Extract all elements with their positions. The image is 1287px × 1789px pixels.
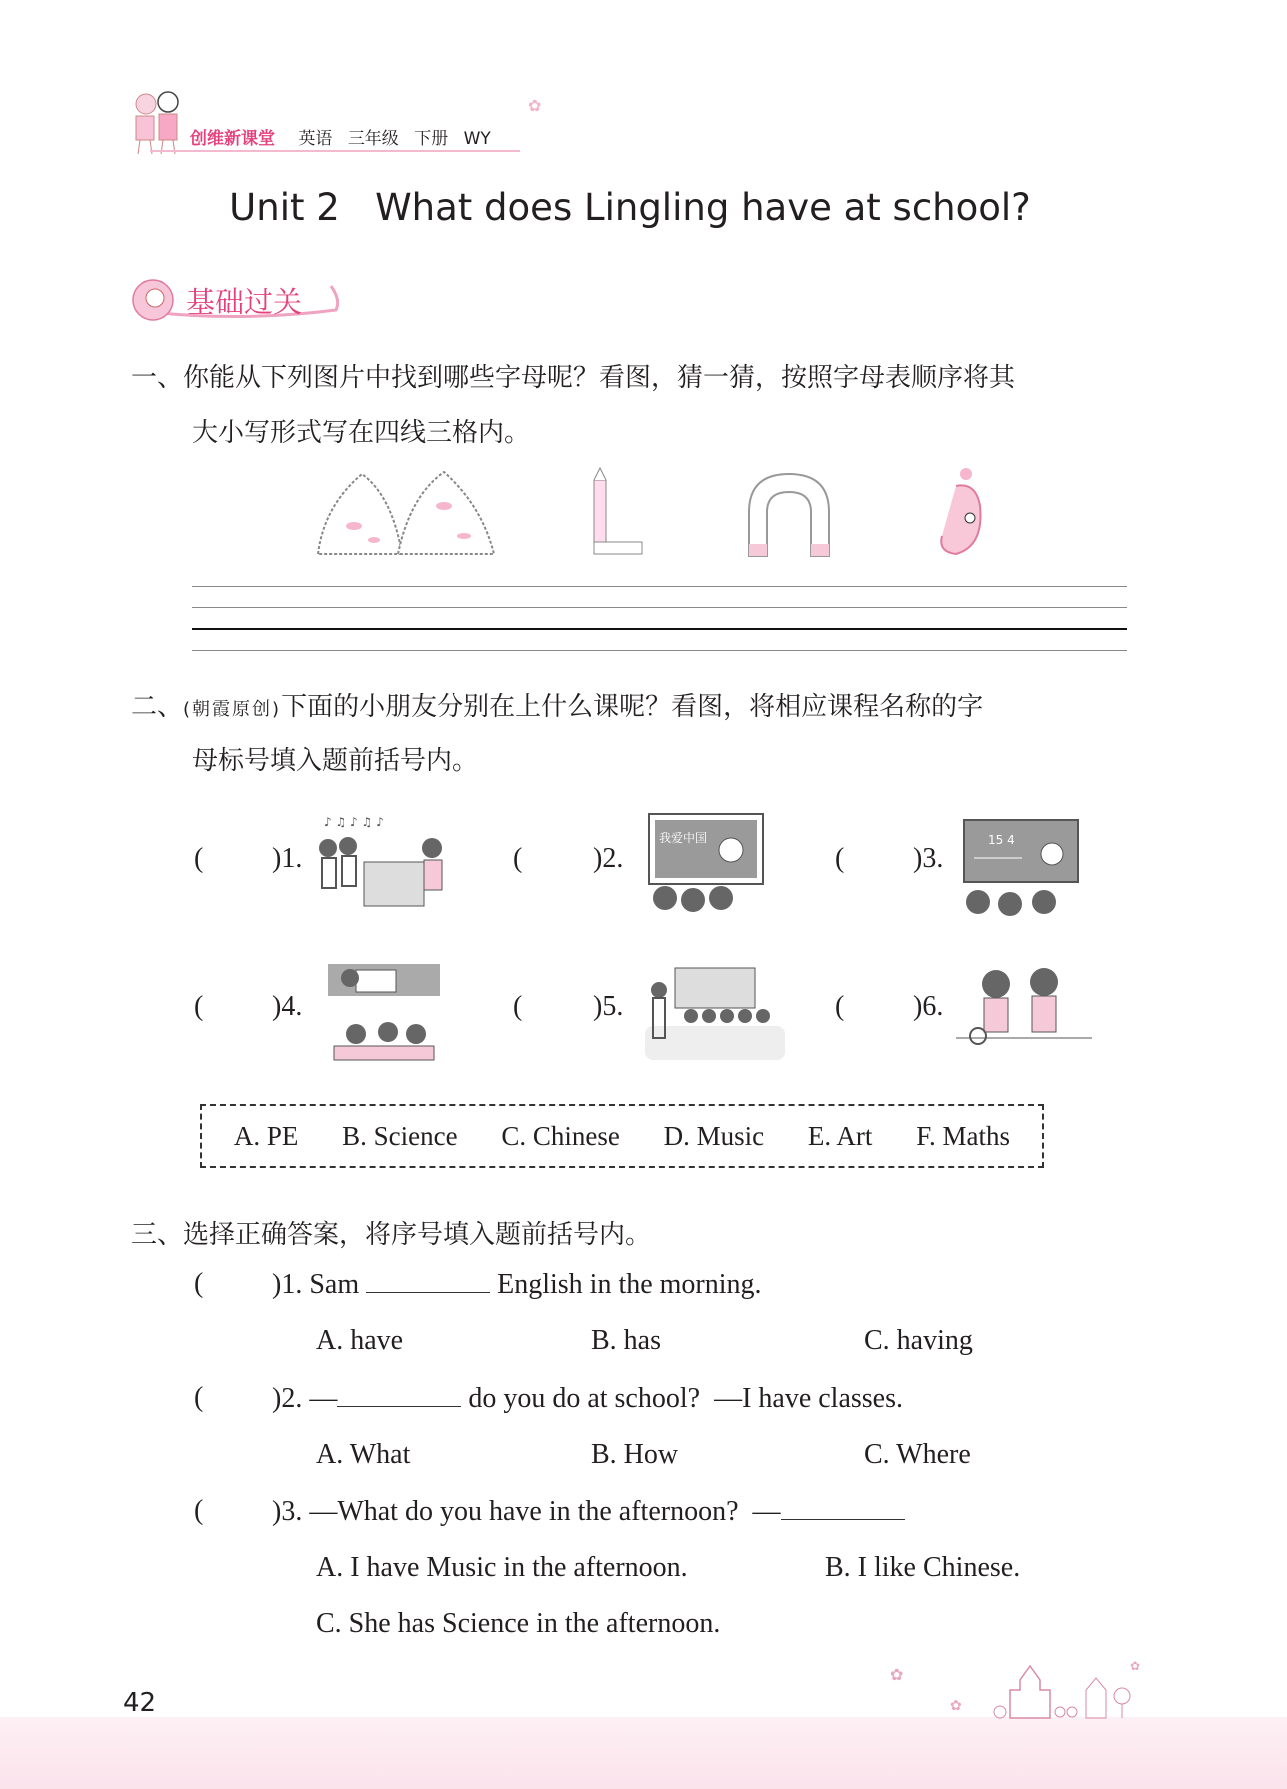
question-text: )2. — bbox=[272, 1383, 338, 1414]
question-text: )1. Sam bbox=[272, 1269, 367, 1300]
seal-picture-letter-j bbox=[936, 466, 1006, 560]
option: A. What bbox=[316, 1439, 411, 1470]
edition: WY bbox=[463, 129, 491, 149]
course-option: C. Chinese bbox=[501, 1120, 620, 1151]
answer-blank[interactable] bbox=[781, 1495, 905, 1520]
course-option: E. Art bbox=[807, 1120, 873, 1151]
item-number: )5. bbox=[593, 991, 624, 1022]
answer-paren[interactable]: ( bbox=[194, 991, 204, 1022]
question-1 bbox=[272, 1268, 762, 1301]
section2-instruction-line1: 下面的小朋友分别在上什么课呢？看图，将相应课程名称的字 bbox=[281, 692, 984, 722]
pencil-ruler-picture-letter-l bbox=[588, 466, 648, 560]
option: A. I have Music in the afternoon. bbox=[316, 1552, 688, 1583]
answer-blank[interactable] bbox=[366, 1268, 490, 1293]
section-banner-title: 基础过关 bbox=[186, 285, 303, 319]
section2-instruction-line2: 母标号填入题前括号内。 bbox=[192, 746, 479, 776]
writing-line-3 bbox=[192, 628, 1127, 630]
blackboard-text: 15 4 bbox=[988, 833, 1015, 847]
item-number: )3. bbox=[913, 843, 944, 874]
item-number: )2. bbox=[593, 843, 624, 874]
answer-paren[interactable]: ( bbox=[835, 843, 845, 874]
section3-heading: 三、选择正确答案，将序号填入题前括号内。 bbox=[131, 1220, 652, 1250]
svg-text:✿: ✿ bbox=[1130, 1659, 1141, 1673]
running-header bbox=[190, 124, 491, 149]
question-text: do you do at school? —I have classes. bbox=[461, 1383, 903, 1414]
question-2 bbox=[272, 1382, 903, 1415]
writing-line-4 bbox=[192, 650, 1127, 651]
section1-instruction-line1: 一、你能从下列图片中找到哪些字母呢？看图，猜一猜，按照字母表顺序将其 bbox=[131, 363, 1016, 393]
footer-band bbox=[0, 1717, 1287, 1789]
answer-paren[interactable]: ( bbox=[194, 1495, 204, 1526]
svg-text:✿: ✿ bbox=[950, 1698, 962, 1714]
grade: 三年级 bbox=[347, 129, 399, 149]
section2-source-note: (朝霞原创) bbox=[183, 699, 282, 720]
option: C. Where bbox=[864, 1439, 971, 1470]
castle-decoration-icon bbox=[890, 1650, 1170, 1720]
page-number: 42 bbox=[123, 1688, 157, 1718]
course-option: F. Maths bbox=[916, 1120, 1011, 1151]
header-kids-illustration bbox=[128, 88, 192, 158]
course-option: D. Music bbox=[663, 1120, 765, 1151]
art-class-picture bbox=[326, 962, 442, 1064]
section2-number: 二、 bbox=[131, 692, 184, 722]
option: B. I like Chinese. bbox=[825, 1552, 1021, 1583]
answer-paren[interactable]: ( bbox=[194, 843, 204, 874]
option: B. How bbox=[591, 1439, 679, 1470]
question-text: )3. —What do you have in the afternoon? — bbox=[272, 1496, 781, 1527]
item-number: )1. bbox=[272, 843, 303, 874]
unit-title: Unit 2 What does Lingling have at school? bbox=[229, 186, 1031, 229]
question-text: English in the morning. bbox=[490, 1269, 762, 1300]
option: C. She has Science in the afternoon. bbox=[316, 1608, 721, 1639]
subject: 英语 bbox=[298, 129, 333, 149]
mountains-picture-letter-m bbox=[314, 466, 498, 560]
brand-name: 创维新课堂 bbox=[190, 129, 275, 149]
answer-paren[interactable]: ( bbox=[835, 991, 845, 1022]
option: B. has bbox=[591, 1325, 661, 1356]
volume: 下册 bbox=[414, 129, 449, 149]
option: A. have bbox=[316, 1325, 404, 1356]
answer-paren[interactable]: ( bbox=[194, 1268, 204, 1299]
answer-paren[interactable]: ( bbox=[513, 843, 523, 874]
writing-line-1 bbox=[192, 586, 1127, 587]
pe-class-picture bbox=[645, 966, 785, 1062]
blackboard-text: 我爱中国 bbox=[659, 831, 708, 845]
answer-paren[interactable]: ( bbox=[513, 991, 523, 1022]
chinese-class-picture bbox=[645, 812, 767, 914]
writing-line-2 bbox=[192, 607, 1127, 608]
question-3 bbox=[272, 1495, 905, 1528]
maths-class-picture bbox=[962, 818, 1080, 916]
course-options-box bbox=[200, 1104, 1044, 1168]
course-option: A. PE bbox=[233, 1120, 299, 1151]
header-underline bbox=[150, 150, 520, 152]
item-number: )6. bbox=[913, 991, 944, 1022]
section1-instruction-line2: 大小写形式写在四线三格内。 bbox=[192, 418, 531, 448]
option: C. having bbox=[864, 1325, 973, 1356]
course-option: B. Science bbox=[342, 1120, 458, 1151]
svg-text:♪ ♫ ♪ ♫ ♪: ♪ ♫ ♪ ♫ ♪ bbox=[324, 815, 384, 829]
magnet-picture-letter-n bbox=[739, 466, 841, 560]
answer-paren[interactable]: ( bbox=[194, 1382, 204, 1413]
science-class-picture bbox=[956, 964, 1096, 1048]
item-number: )4. bbox=[272, 991, 303, 1022]
answer-blank[interactable] bbox=[337, 1382, 461, 1407]
music-class-picture bbox=[314, 812, 452, 914]
svg-text:✿: ✿ bbox=[890, 1665, 904, 1684]
flower-icon: ✿ bbox=[528, 96, 542, 115]
